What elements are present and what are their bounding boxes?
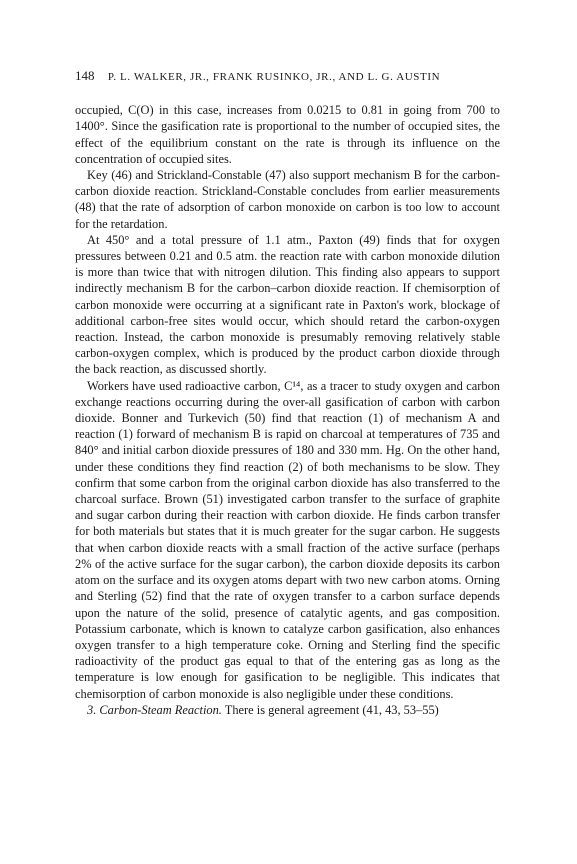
document-page — [75, 68, 500, 718]
running-header — [75, 68, 500, 85]
paragraph-key-strickland: Key (46) and Strickland-Constable (47) also support mechanism B for the carbon-carbon dioxide reaction. Strickland-Constable concludes from earlier measurements (48) that the rate of adsorption of carbon monoxide on carbon is too low to account for the retardation. — [75, 168, 500, 231]
paragraph-paxton: At 450° and a total pressure of 1.1 atm., Paxton (49) finds that for oxygen pressures between 0.21 and 0.5 atm. the reaction rate with carbon monoxide dilution is more than twice that with nitrogen dilution. This finding also appears to support indirectly mechanism B for the carbon–carbon dioxide reaction. If chemisorption of carbon monoxide were occurring at a significant rate in Paxton's work, blockage of additional carbon-free sites would occur, which should retard the carbon-oxygen reaction. Instead, the carbon monoxide is presumably removing relatively stable carbon-oxygen complex, which is produced by the product carbon dioxide through the back reaction, as discussed shortly. — [75, 232, 500, 377]
paragraph-radioactive-carbon: Workers have used radioactive carbon, C¹⁴, as a tracer to study oxygen and carbon exchange reactions occurring during the over-all gasification of carbon with carbon dioxide. Bonner and Turkevich (50) find that reaction (1) of mechanism A and reaction (1) forward of mechanism B is rapid on charcoal at temperatures of 735 and 840° and initial carbon dioxide pressures of 180 and 330 mm. Hg. On the other hand, under these conditions they find reaction (2) of both mechanisms to be slow. They confirm that some carbon from the original carbon dioxide has also transferred to the charcoal surface. Brown (51) investigated carbon transfer to the surface of graphite and sugar carbon during their reaction with carbon dioxide. He finds carbon transfer for both materials but states that it is much greater for the sugar carbon. He suggests that when carbon dioxide reacts with a small fraction of the active surface (perhaps 2% of the active surface for the sugar carbon), the carbon dioxide deposits its carbon atom on the surface and its oxygen atoms depart with two new carbon atoms. Orning and Sterling (52) find that the rate of oxygen transfer to a carbon surface depends upon the nature of the solid, presence of catalytic agents, and gas composition. Potassium carbonate, which is known to catalyze carbon gasification, also enhances oxygen transfer to a high temperature coke. Orning and Sterling find the specific radioactivity of the product gas equal to that of the entering gas as long as the temperature is low enough for gasification to be negligible. This indicates that chemisorption of carbon monoxide is also negligible under these conditions. — [75, 378, 500, 701]
paragraph-carbon-steam — [75, 702, 500, 718]
paragraph-continued: occupied, C(O) in this case, increases from 0.0215 to 0.81 in going from 700 to 1400°. Since the gasification rate is proportional to the number of occupied sites, the effect of the equilibrium constant on the rate is through its influence on the concentration of occupied sites. — [75, 103, 500, 166]
subsection-text: There is general agreement (41, 43, 53–55) — [221, 702, 439, 717]
page-number: 148 — [75, 68, 95, 83]
running-header-authors: P. L. WALKER, JR., FRANK RUSINKO, JR., AND L. G. AUSTIN — [107, 71, 441, 83]
subsection-heading: 3. Carbon-Steam Reaction. — [87, 702, 222, 717]
